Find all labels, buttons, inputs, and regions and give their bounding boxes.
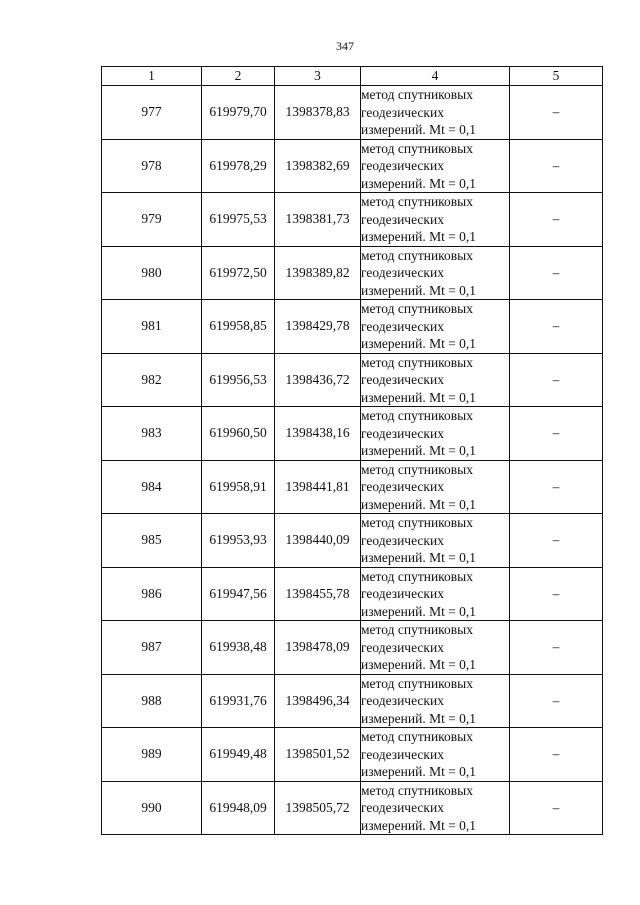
method-line: геодезических: [361, 532, 444, 548]
method-line: измерений. Mt = 0,1: [361, 603, 477, 619]
column-header-1: 1: [102, 67, 202, 86]
column-header-2: 2: [202, 67, 275, 86]
method-description: [361, 300, 510, 354]
method-line: метод спутниковых: [361, 729, 473, 744]
method-line: геодезических: [361, 104, 444, 120]
table-row: [102, 460, 603, 514]
coordinate-x: 619960,50: [202, 407, 275, 461]
method-line: геодезических: [361, 265, 444, 280]
coordinate-x: 619958,85: [202, 300, 275, 354]
point-number: 984: [102, 460, 202, 514]
point-number: 978: [102, 139, 202, 193]
coordinate-x: 619956,53: [202, 353, 275, 407]
table-row: [102, 139, 603, 193]
column-header-4: 4: [361, 67, 510, 86]
point-number: 977: [102, 86, 202, 140]
method-line: геодезических: [361, 586, 444, 601]
method-line: геодезических: [361, 211, 444, 227]
coordinate-y: 1398478,09: [275, 621, 361, 675]
method-description: [361, 567, 510, 621]
method-line: измерений. Mt = 0,1: [361, 229, 477, 244]
method-line: измерений. Mt = 0,1: [361, 443, 477, 458]
column-5-value: –: [510, 86, 603, 140]
point-number: 981: [102, 300, 202, 354]
method-line: метод спутниковых: [361, 515, 473, 530]
point-number: 987: [102, 621, 202, 675]
point-number: 979: [102, 193, 202, 247]
coordinate-y: 1398381,73: [275, 193, 361, 247]
method-line: метод спутниковых: [361, 194, 473, 209]
method-line: метод спутниковых: [361, 675, 473, 691]
method-description: [361, 460, 510, 514]
method-description: [361, 621, 510, 675]
method-description: [361, 193, 510, 247]
column-5-value: –: [510, 781, 603, 835]
table-row: [102, 300, 603, 354]
method-description: [361, 674, 510, 728]
coordinate-x: 619949,48: [202, 728, 275, 782]
coordinate-y: 1398429,78: [275, 300, 361, 354]
method-line: метод спутниковых: [361, 461, 473, 477]
method-line: измерений. Mt = 0,1: [361, 389, 477, 405]
point-number: 982: [102, 353, 202, 407]
method-line: метод спутниковых: [361, 140, 473, 156]
method-line: измерений. Mt = 0,1: [361, 764, 477, 779]
column-header-3: 3: [275, 67, 361, 86]
coordinate-y: 1398505,72: [275, 781, 361, 835]
page-number: 347: [336, 39, 354, 53]
table-row: [102, 353, 603, 407]
method-description: [361, 353, 510, 407]
method-line: геодезических: [361, 693, 444, 708]
table-row: [102, 674, 603, 728]
method-line: измерений. Mt = 0,1: [361, 710, 477, 726]
method-line: измерений. Mt = 0,1: [361, 657, 477, 672]
point-number: 989: [102, 728, 202, 782]
point-number: 980: [102, 246, 202, 300]
coordinate-x: 619948,09: [202, 781, 275, 835]
method-line: геодезических: [361, 425, 444, 441]
method-line: измерений. Mt = 0,1: [361, 122, 477, 137]
coordinate-x: 619978,29: [202, 139, 275, 193]
column-5-value: –: [510, 514, 603, 568]
coordinate-y: 1398389,82: [275, 246, 361, 300]
method-line: геодезических: [361, 158, 444, 173]
coordinate-x: 619972,50: [202, 246, 275, 300]
column-5-value: –: [510, 193, 603, 247]
method-line: метод спутниковых: [361, 408, 473, 423]
coordinate-x: 619958,91: [202, 460, 275, 514]
coordinate-y: 1398440,09: [275, 514, 361, 568]
coordinate-y: 1398501,52: [275, 728, 361, 782]
table-row: [102, 407, 603, 461]
coordinate-y: 1398436,72: [275, 353, 361, 407]
method-line: метод спутниковых: [361, 87, 473, 102]
point-number: 988: [102, 674, 202, 728]
column-5-value: –: [510, 674, 603, 728]
coordinate-x: 619938,48: [202, 621, 275, 675]
column-5-value: –: [510, 353, 603, 407]
table-row: [102, 514, 603, 568]
method-line: геодезических: [361, 372, 444, 387]
method-line: метод спутниковых: [361, 568, 473, 584]
method-line: геодезических: [361, 639, 444, 655]
table-row: [102, 86, 603, 140]
column-5-value: –: [510, 460, 603, 514]
method-line: метод спутниковых: [361, 354, 473, 370]
column-5-value: –: [510, 300, 603, 354]
coordinate-x: 619975,53: [202, 193, 275, 247]
coordinate-x: 619947,56: [202, 567, 275, 621]
coordinate-y: 1398382,69: [275, 139, 361, 193]
column-5-value: –: [510, 621, 603, 675]
column-5-value: –: [510, 567, 603, 621]
table-row: [102, 728, 603, 782]
column-5-value: –: [510, 728, 603, 782]
method-description: [361, 781, 510, 835]
method-line: геодезических: [361, 746, 444, 762]
method-line: измерений. Mt = 0,1: [361, 336, 477, 351]
coordinate-x: 619979,70: [202, 86, 275, 140]
point-number: 985: [102, 514, 202, 568]
method-line: метод спутниковых: [361, 247, 473, 263]
method-line: метод спутниковых: [361, 622, 473, 637]
point-number: 986: [102, 567, 202, 621]
method-description: [361, 728, 510, 782]
method-line: измерений. Mt = 0,1: [361, 550, 477, 565]
method-line: измерений. Mt = 0,1: [361, 282, 477, 298]
table-header-row: [102, 67, 603, 86]
table-row: [102, 781, 603, 835]
column-5-value: –: [510, 407, 603, 461]
point-number: 983: [102, 407, 202, 461]
method-description: [361, 139, 510, 193]
table-row: [102, 246, 603, 300]
method-line: геодезических: [361, 800, 444, 815]
coordinate-y: 1398455,78: [275, 567, 361, 621]
table-row: [102, 621, 603, 675]
column-5-value: –: [510, 246, 603, 300]
method-description: [361, 86, 510, 140]
method-line: измерений. Mt = 0,1: [361, 175, 477, 191]
coordinate-y: 1398438,16: [275, 407, 361, 461]
method-line: метод спутниковых: [361, 301, 473, 316]
coordinate-x: 619931,76: [202, 674, 275, 728]
method-description: [361, 246, 510, 300]
coordinate-y: 1398496,34: [275, 674, 361, 728]
method-description: [361, 407, 510, 461]
table-row: [102, 567, 603, 621]
method-line: геодезических: [361, 479, 444, 494]
point-number: 990: [102, 781, 202, 835]
column-5-value: –: [510, 139, 603, 193]
table-row: [102, 193, 603, 247]
method-line: геодезических: [361, 318, 444, 334]
method-description: [361, 514, 510, 568]
coordinate-x: 619953,93: [202, 514, 275, 568]
coordinate-y: 1398378,83: [275, 86, 361, 140]
coordinates-table: [101, 66, 603, 835]
method-line: измерений. Mt = 0,1: [361, 496, 477, 512]
method-line: измерений. Mt = 0,1: [361, 817, 477, 833]
column-header-5: 5: [510, 67, 603, 86]
method-line: метод спутниковых: [361, 782, 473, 798]
coordinate-y: 1398441,81: [275, 460, 361, 514]
